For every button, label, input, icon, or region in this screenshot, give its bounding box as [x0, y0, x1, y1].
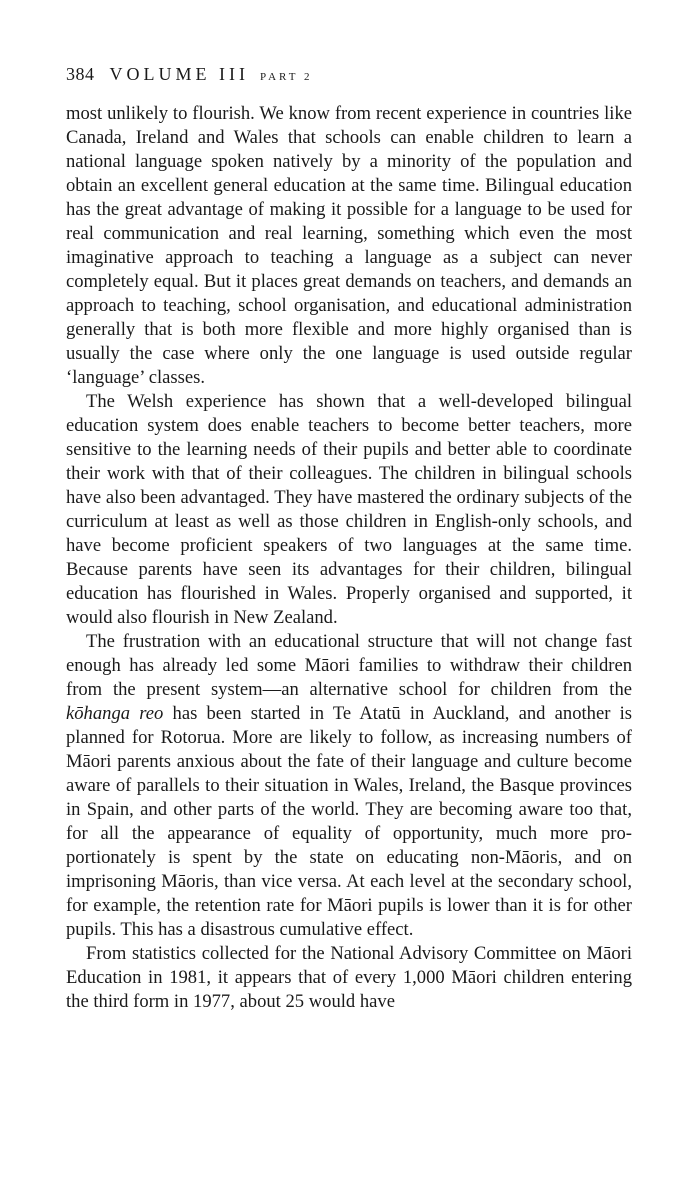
part-label: PART 2: [259, 71, 313, 83]
paragraph-3-text-b: has been started in Te Atatū in Auckland, and another is planned for Rotorua. More are likely to follow, as increasing numbers of Māori parents anxious about the fate of their language and culture become aware of parallels to their situation in Wales, Ireland, the Basque provinces in Spain, and other parts of the world. They are becoming aware too that, for all the appearance of equality of opportunity, much more proportionately is spent by the state on educating non-Māoris, and on imprisoning Māoris, than vice versa. At each level at the secondary school, for example, the retention rate for Māori pupils is lower than it is for other pupils. This has a disastrous cumulative effect.: [66, 703, 632, 940]
paragraph-2: The Welsh experience has shown that a well-developed bilingual education system does enable teachers to become better teachers, more sensitive to the learning needs of their pupils and better able to coordinate their work with that of their colleagues. The children in bilingual schools have also been advantaged. They have mastered the ordinary subjects of the curriculum at least as well as those children in English-only schools, and have become proficient speakers of two languages at the same time. Because parents have seen its advantages for their children, bilingual education has flourished in Wales. Properly organised and supported, it would also flourish in New Zealand.: [66, 391, 632, 628]
volume-label: VOLUME III: [109, 64, 249, 84]
paragraph-3-italic-term: kōhanga reo: [66, 703, 164, 724]
book-page: [66, 62, 632, 1014]
paragraph-4: From statistics collected for the National Advisory Committee on Māori Education in 1981, it appears that of every 1,000 Māori children entering the third form in 1977, about 25 would have: [66, 943, 632, 1012]
paragraph-3: [66, 630, 632, 942]
paragraph-1: most unlikely to flourish. We know from recent experience in countries like Canada, Ireland and Wales that schools can enable children to learn a national language spoken natively by a minority of the population and obtain an excellent general education at the same time. Bilingual education has the great advantage of making it possible for a language to be used for real communication and real learning, something which even the most imaginative approach to teaching a language as a subject can never completely equal. But it places great demands on teachers, and demands an approach to teaching, school organisation, and educational administration generally that is both more flexible and more highly organised than is usually the case where only the one language is used outside regular ‘language’ classes.: [66, 103, 632, 388]
page-number: 384: [66, 64, 95, 84]
running-head: [66, 62, 632, 86]
paragraph-3-text-a: The frustration with an educational structure that will not change fast enough has already led some Māori families to withdraw their children from the present system—an alternative school for children from the: [66, 631, 632, 700]
